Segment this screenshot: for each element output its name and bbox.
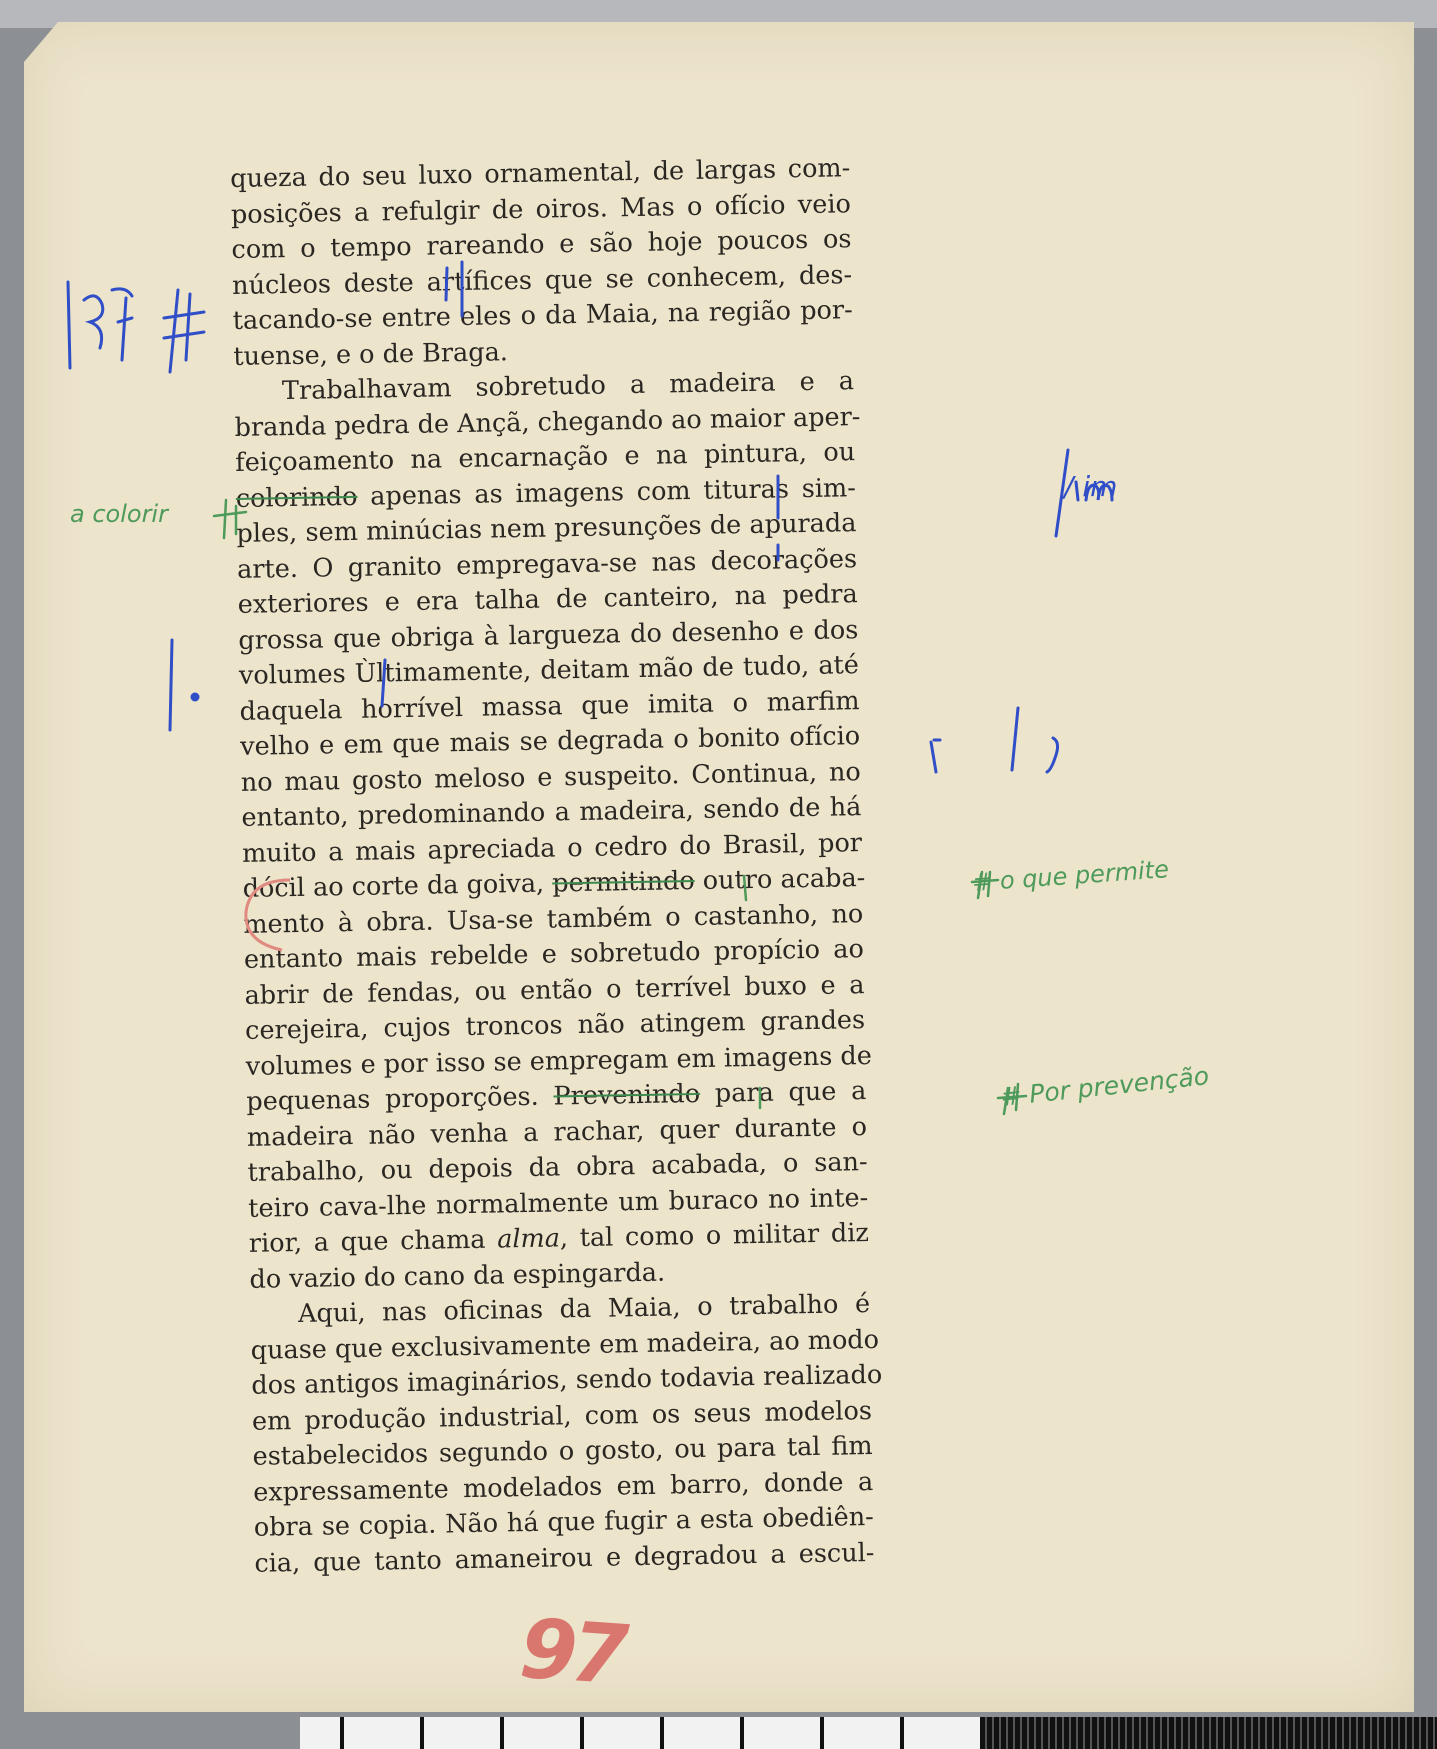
- color-scale-bar: [980, 1717, 1437, 1749]
- text-line: velho e em que mais se degrada o bonito ofício: [239, 721, 861, 762]
- margin-note-right: # Por prevenção: [999, 1061, 1211, 1112]
- margin-note-left: a colorir: [70, 500, 168, 528]
- text-line: volumes e por isso se empregam em imagens de: [245, 1040, 873, 1082]
- text-line: queza do seu luxo ornamental, de largas com-: [230, 153, 851, 194]
- text-segment: , tal como o militar diz: [559, 1218, 870, 1254]
- text-line: dos antigos imaginários, sendo todavia realizado: [251, 1359, 883, 1401]
- struck-word: colorindo: [235, 481, 358, 514]
- text-line: daquela horrível massa que imita o marfim: [239, 685, 860, 727]
- text-line: com o tempo rareando e são hoje poucos os: [231, 224, 852, 265]
- text-line: posições a refulgir de oiros. Mas o ofício veio: [230, 188, 852, 230]
- text-line: tacando-se entre eles o da Maia, na região por-: [232, 295, 853, 336]
- text-line: volumes Ùltimamente, deitam mão de tudo, até: [238, 650, 860, 691]
- text-line: Aqui, nas oficinas da Maia, o trabalho é: [297, 1289, 871, 1329]
- text-line: cia, que tanto amaneirou e degradou a escul-: [254, 1537, 875, 1579]
- text-line: do vazio do cano da espingarda.: [249, 1257, 666, 1295]
- text-line: entanto mais rebelde e sobretudo propício ao: [243, 934, 865, 975]
- text-line: branda pedra de Ançã, chegando ao maior aper-: [234, 401, 861, 443]
- text-line: tuense, e o de Braga.: [233, 336, 509, 372]
- text-line: entanto, predominando a madeira, sendo de há: [241, 792, 862, 833]
- text-line: abrir de fendas, ou então o terrível buxo e a: [244, 969, 865, 1011]
- text-segment: para que a: [714, 1076, 867, 1109]
- page-number: 97: [516, 1601, 626, 1704]
- text-line: madeira não venha a rachar, quer durante o: [246, 1111, 868, 1153]
- text-segment: apenas as imagens com tituras sim-: [370, 472, 857, 512]
- text-line: teiro cava-lhe normalmente um buraco no inte-: [248, 1182, 869, 1224]
- italic-word: alma: [496, 1223, 561, 1255]
- text-line: trabalho, ou depois da obra acabada, o san-: [247, 1147, 868, 1188]
- text-line: Trabalhavam sobretudo a madeira e a: [281, 366, 855, 407]
- text-line: obra se copia. Não há que fugir a esta obediên-: [253, 1501, 875, 1543]
- text-line: feiçoamento na encarnação e na pintura, ou: [234, 437, 856, 478]
- text-line: quase que exclusivamente em madeira, ao modo: [250, 1324, 880, 1366]
- text-line: arte. O granito empregava-se nas decorações: [236, 543, 858, 585]
- text-line: estabelecidos segundo o gosto, ou para tal fim: [252, 1430, 873, 1472]
- text-line: exteriores e era talha de canteiro, na pedra: [237, 579, 858, 620]
- struck-word: permitindo: [551, 866, 695, 899]
- text-line: muito a mais apreciada o cedro do Brasil, por: [241, 827, 863, 869]
- text-line: em produção industrial, com os seus modelos: [251, 1395, 873, 1437]
- margin-note-right: # o que permite: [971, 855, 1170, 897]
- text-segment: outro acaba-: [702, 863, 866, 896]
- text-line: mento à obra. Usa-se também o castanho, no: [243, 898, 864, 940]
- text-line: cerejeira, cujos troncos não atingem grandes: [244, 1005, 866, 1046]
- text-segment: dócil ao corte da goiva,: [242, 868, 545, 904]
- text-line: ples, sem minúcias nem presunções de apurada: [236, 508, 857, 549]
- text-line: no mau gosto meloso e suspeito. Continua, no: [240, 756, 861, 798]
- text-line: núcleos deste artífices que se conhecem, des-: [231, 259, 853, 301]
- text-segment: pequenas proporções.: [246, 1081, 539, 1117]
- struck-word: Prevenindo: [553, 1078, 701, 1112]
- text-segment: rior, a que chama: [248, 1224, 486, 1259]
- margin-note-right: / im: [1064, 470, 1118, 503]
- body-text: [230, 151, 883, 1582]
- text-line: grossa que obriga à largueza do desenho e dos: [238, 614, 859, 656]
- text-line: expressamente modelados em barro, donde a: [252, 1466, 874, 1508]
